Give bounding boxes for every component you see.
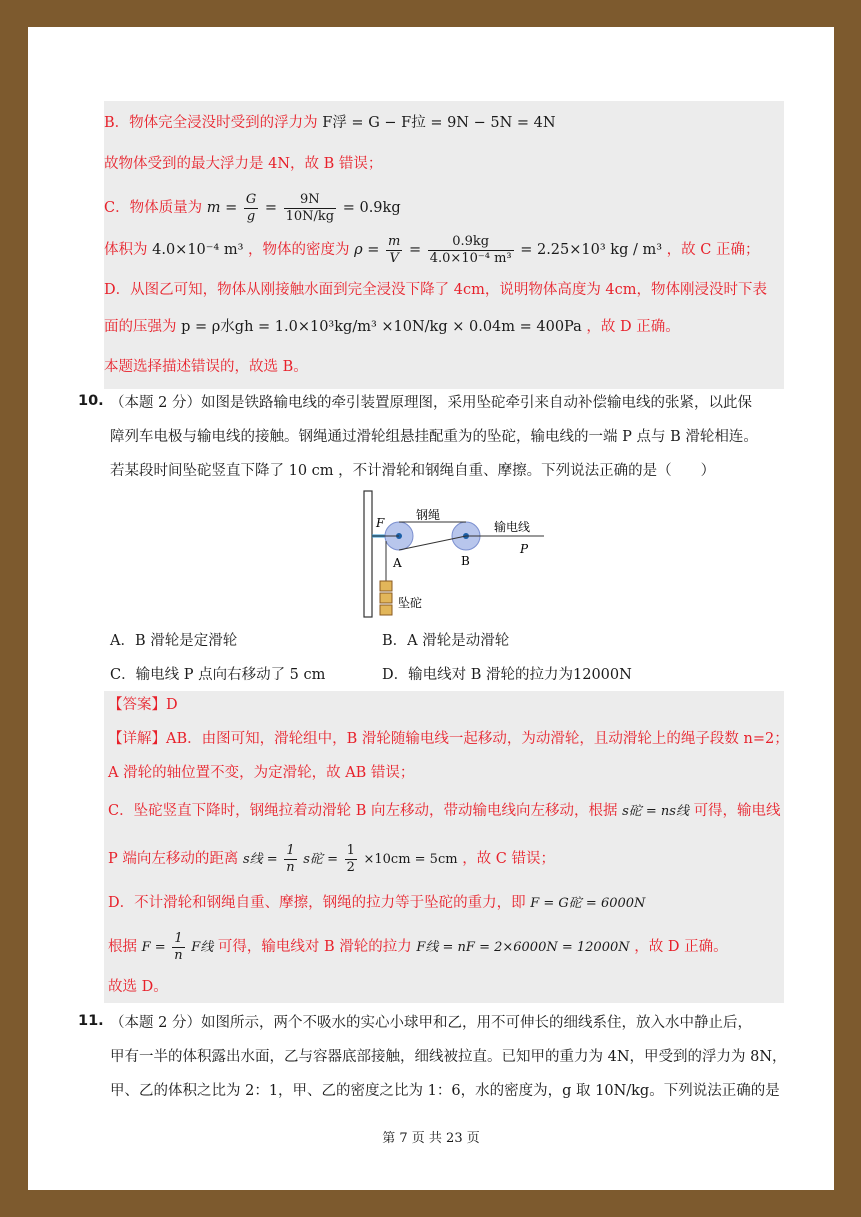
q10-c-frac2-den: 2 <box>346 859 355 875</box>
q10-d-frac-den: n <box>174 947 183 963</box>
q10-c-text2: 可得，输电线 <box>693 803 781 819</box>
label-steel-rope: 钢绳 <box>416 508 441 522</box>
q11-stem-line1: （本题 2 分）如图所示，两个不吸水的实心小球甲和乙，用不可伸长的细线系住，放入水中静止后， <box>110 1015 752 1031</box>
q9-rho-values <box>428 234 514 267</box>
q10-c-frac1 <box>284 843 296 876</box>
q10-c-distance-label: P 端向左移动的距离 <box>108 851 239 867</box>
q9-volume-value: 4.0×10⁻⁴ m³ <box>152 242 244 258</box>
label-weight: 坠砣 <box>398 596 423 610</box>
q9-volume-label: 体积为 <box>104 242 148 258</box>
q10-c-frac2-num: 1 <box>346 842 355 858</box>
q10-c-result: ×10cm = 5cm <box>363 852 458 867</box>
q10-stem-line2: 障列车电极与输电线的接触。钢绳通过滑轮组悬挂配重为的坠砣，输电线的一端 P 点与 B 滑轮相连。 <box>110 429 758 445</box>
q9-rho-fraction <box>386 234 402 267</box>
q10-answer: 【答案】D <box>108 697 178 713</box>
q10-detail-line2: A 滑轮的轴位置不变，为定滑轮，故 AB 错误； <box>108 765 415 781</box>
q10-stem-line3: 若某段时间坠砣竖直下降了 10 cm ，不计滑轮和钢绳自重、摩擦。下列说法正确的是（ ） <box>110 463 716 479</box>
q10-detail-line4 <box>108 841 555 878</box>
q11-number: 11. <box>78 1013 104 1029</box>
q10-c-s-line: s线 = <box>242 852 278 867</box>
q9-option-c-line: C．物体质量为 m = $\frac{G}{g}$ = $\frac{9N}{10N/kg}$ = 0.9kg <box>104 191 401 224</box>
q9-c-verdict: ，故 C 正确； <box>666 242 760 258</box>
q9-option-d-line2 <box>104 317 680 337</box>
q9-rho-den: 4.0×10⁻⁴ m³ <box>429 250 512 266</box>
q9-d-formula: p = ρ水gh = 1.0×10³kg/m³ ×10N/kg × 0.04m = 400Pa <box>181 319 582 335</box>
pulley-diagram <box>354 489 554 619</box>
q10-conclusion: 故选 D。 <box>108 979 168 995</box>
q10-c-frac2 <box>345 843 357 876</box>
q10-option-d: D．输电线对 B 滑轮的拉力为12000N <box>382 667 632 683</box>
q9-density-line: 体积为 4.0×10⁻⁴ m³ ，物体的密度为 ρ = $\frac{m}{V}$ = $\frac{0.9kg}{\text{4.0×10⁻⁴ m³}}$ = 2.25×10³ kg / m³ ，故 C 正确； <box>104 233 760 266</box>
q9-c-lhs: m = <box>206 200 238 216</box>
q10-d-verdict: ，故 D 正确。 <box>634 939 728 955</box>
q10-c-text: C．坠砣竖直下降时，钢绳拉着动滑轮 B 向左移动，带动输电线向左移动，根据 <box>108 803 618 819</box>
q10-option-c: C．输电线 P 点向右移动了 5 cm <box>110 667 326 683</box>
q10-c-frac1-den: n <box>286 859 295 875</box>
q9-c-g-den: g <box>246 208 256 224</box>
weight-block-1 <box>380 593 392 603</box>
q10-option-a: A．B 滑轮是定滑轮 <box>110 633 238 649</box>
q9-density-label: ，物体的密度为 <box>248 242 350 258</box>
q10-c-frac1-num: 1 <box>284 843 296 860</box>
q10-detail-line6 <box>108 929 728 966</box>
page-footer: 第 7 页 共 23 页 <box>382 1131 480 1146</box>
q9-rho-v: V <box>389 250 399 266</box>
q10-c-formula: s砣 = ns线 <box>622 804 689 819</box>
wall-post <box>364 491 372 617</box>
q9-c-v-num: 9N <box>284 192 337 209</box>
q9-d-pressure-label: 面的压强为 <box>104 319 177 335</box>
label-b: B <box>461 554 470 568</box>
q10-d-text2: 可得，输电线对 B 滑轮的拉力 <box>217 939 412 955</box>
q10-d-formula: F = G砣 = 6000N <box>530 896 646 911</box>
weight-block-2 <box>380 605 392 615</box>
q10-d-frac <box>172 931 184 964</box>
q9-rho: ρ = <box>354 242 380 258</box>
q10-detail-line5 <box>108 893 645 914</box>
q10-d-text: D．不计滑轮和钢绳自重、摩擦，钢绳的拉力等于坠砣的重力，即 <box>108 895 526 911</box>
q9-c-fraction-values <box>284 192 337 225</box>
label-a: A <box>393 556 402 570</box>
q9-b-formula: F浮 = G − F拉 = 9N − 5N = 4N <box>322 115 556 131</box>
q9-rho-m: m <box>388 233 401 249</box>
q10-option-b: B．A 滑轮是动滑轮 <box>382 633 510 649</box>
q9-c-result: = 0.9kg <box>342 200 401 216</box>
q9-option-d-line1: D．从图乙可知，物体从刚接触水面到完全浸没下降了 4cm，说明物体高度为 4cm，物体刚浸没时下表 <box>104 282 768 298</box>
q10-d-f: F = <box>141 940 166 955</box>
q9-conclusion: 本题选择描述错误的，故选 B。 <box>104 359 308 375</box>
q10-d-result: F线 = nF = 2×6000N = 12000N <box>416 940 630 955</box>
q9-d-verdict: ，故 D 正确。 <box>586 319 680 335</box>
q9-b-conclusion: 故物体受到的最大浮力是 4N，故 B 错误； <box>104 156 383 172</box>
q10-d-f-line: F线 <box>191 940 214 955</box>
q10-detail-line3 <box>108 801 781 822</box>
q11-stem-line2: 甲有一半的体积露出水面，乙与容器底部接触，细线被拉直。已知甲的重力为 4N，甲受到的浮力为 8N， <box>110 1049 787 1065</box>
label-f: F <box>376 516 385 530</box>
q11-stem-line3: 甲、乙的体积之比为 2：1，甲、乙的密度之比为 1：6，水的密度为，g 取 10N/kg。下列说法正确的是 <box>110 1083 780 1099</box>
q9-b-text: B．物体完全浸没时受到的浮力为 <box>104 115 318 131</box>
q9-rho-result: = 2.25×10³ kg / m³ <box>520 242 663 258</box>
q9-c-v-den: 10N/kg <box>285 208 335 224</box>
q10-d-frac-num: 1 <box>172 931 184 948</box>
q9-c-fraction-g <box>244 192 258 225</box>
q9-rho-num: 0.9kg <box>428 234 514 251</box>
q9-c-g-num: G <box>245 191 257 207</box>
label-p: P <box>520 542 529 556</box>
q10-stem-line1: （本题 2 分）如图是铁路输电线的牵引装置原理图，采用坠砣牵引来自动补偿输电线的张紧，以此保 <box>110 395 752 411</box>
q10-detail-line1: 【详解】AB．由图可知，滑轮组中，B 滑轮随输电线一起移动，为动滑轮，且动滑轮上的绳子段数 n=2； <box>108 731 789 747</box>
q10-c-verdict: ，故 C 错误； <box>462 851 555 867</box>
document-page <box>28 27 834 1190</box>
q9-option-b-line <box>104 113 556 133</box>
q10-number: 10. <box>78 393 104 409</box>
q9-c-text: C．物体质量为 <box>104 200 203 216</box>
q10-d-according: 根据 <box>108 939 137 955</box>
q10-c-s-weight: s砣 = <box>303 852 338 867</box>
label-power-line: 输电线 <box>494 520 531 534</box>
weight-block-0 <box>380 581 392 591</box>
